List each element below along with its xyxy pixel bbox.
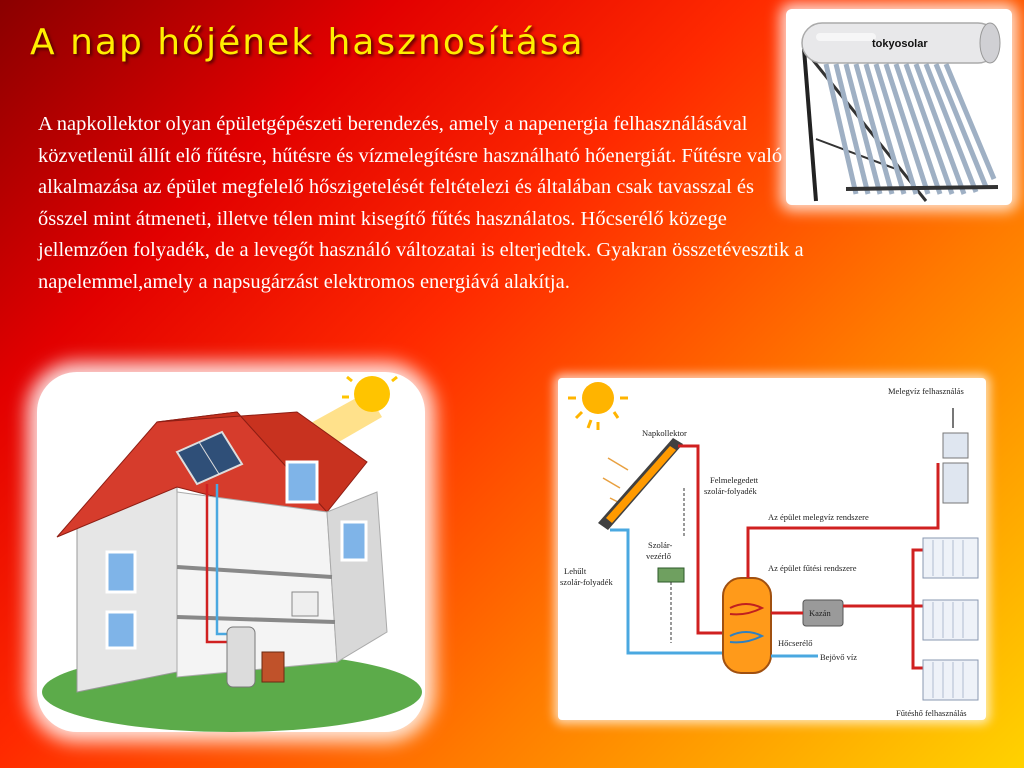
label-futes-felhasznalas: Fűtéshő felhasználás: [896, 708, 967, 718]
solar-collector-illustration: [786, 9, 1012, 205]
label-napkollektor: Napkollektor: [642, 428, 687, 438]
solar-collector-image: [786, 9, 1012, 205]
solar-heating-diagram: [558, 378, 986, 720]
house-cutaway-illustration: [37, 372, 425, 732]
label-szolar-1: Szolár-: [648, 540, 673, 550]
label-hocserelo: Hőcserélő: [778, 638, 813, 648]
sun-icon: [354, 376, 390, 412]
sun-icon: [582, 382, 614, 414]
label-felmelegedett-1: Felmelegedett: [710, 475, 759, 485]
label-kazan: Kazán: [809, 608, 831, 618]
label-melegviz-rendszer: Az épület melegvíz rendszere: [768, 512, 869, 522]
house-illustration-image: [37, 372, 425, 732]
label-lehult-1: Lehűlt: [564, 566, 587, 576]
brand-logo-text: tokyosolar: [872, 38, 928, 50]
label-felmelegedett-2: szolár-folyadék: [704, 486, 757, 496]
label-lehult-2: szolár-folyadék: [560, 577, 613, 587]
label-melegviz-felhasznalas: Melegvíz felhasználás: [888, 386, 964, 396]
body-paragraph: A napkollektor olyan épületgépészeti berendezés, amely a napenergia felhasználásával közvetlenül állít elő fűtésre, hűtésre és vízmelegítésre használható hőenergiát. Fűtésre való alkalmazása az épület megfelelő hőszigetelését feltételezi és általában csak tavasszal és ősszel mint átmeneti, illetve télen mint kisegítő fűtés használatos. Hőcserélő közege jellemzően folyadék, de a levegőt használó változatai is elterjedtek. Gyakran összetévesztik a napelemmel,amely a napsugárzást elektromos energiává alakítja.: [38, 113, 804, 293]
label-bejovo-viz: Bejövő víz: [820, 652, 858, 662]
slide-title: A nap hőjének hasznosítása: [30, 22, 585, 63]
diagram-illustration: [558, 378, 986, 720]
label-futesi-rendszer: Az épület fűtési rendszere: [768, 563, 857, 573]
label-szolar-2: vezérlő: [646, 551, 672, 561]
